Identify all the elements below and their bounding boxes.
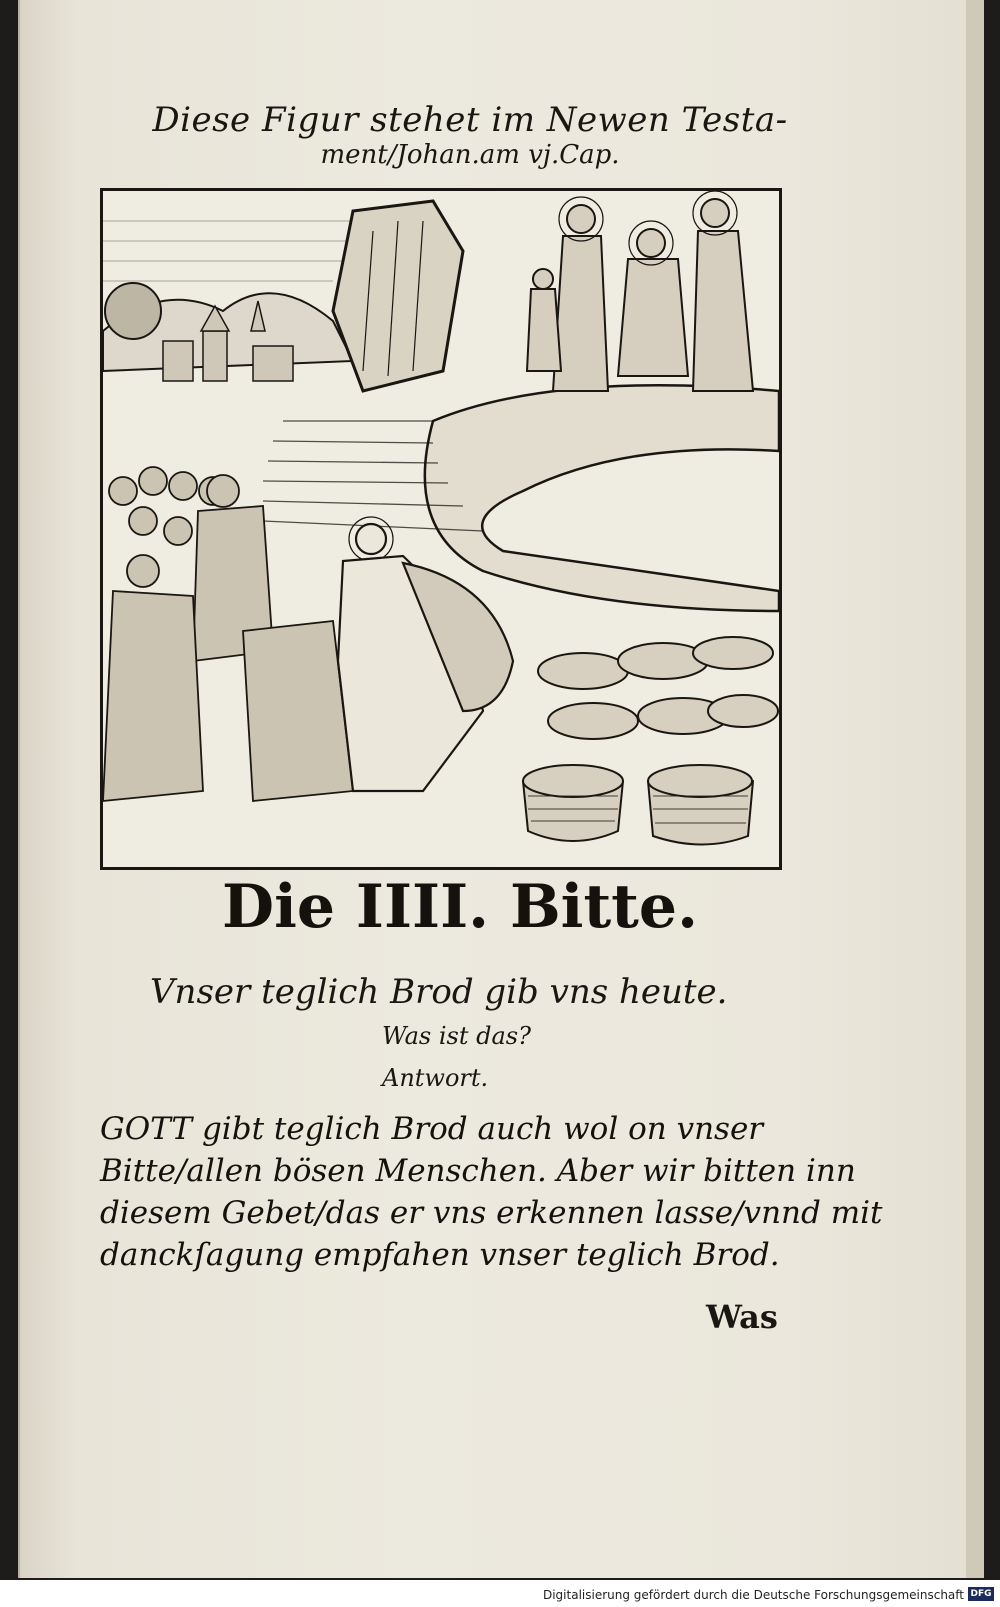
footer-credit: Digitalisierung gefördert durch die Deutsche Forschungsgemeinschaft (542, 1588, 964, 1602)
heading-line-1: Diese Figur stehet im Newen Testa- (152, 100, 788, 140)
body-line: diesem Gebet/das er vns erkennen lasse/vnnd mit (100, 1195, 883, 1231)
question-text: Was ist das? (382, 1022, 531, 1050)
body-line: GOTT gibt teglich Brod auch wol on vnser (100, 1111, 764, 1147)
woodcut-illustration (100, 188, 782, 870)
answer-label: Antwort. (382, 1064, 489, 1092)
page-edge (966, 0, 984, 1578)
woodcut-drawing (103, 191, 779, 867)
body-line: Bitte/allen bösen Menschen. Aber wir bitten inn (100, 1153, 856, 1189)
section-title: Die IIII. Bitte. (222, 872, 698, 942)
heading-line-2: ment/Johan.am vj.Cap. (320, 140, 620, 170)
body-line: danckſagung empfahen vnser teglich Brod. (100, 1237, 780, 1273)
dfg-logo: DFG (968, 1587, 994, 1601)
petition-text: Vnser teglich Brod gib vns heute. (150, 972, 728, 1012)
body-paragraph (100, 1108, 883, 1276)
footer-bar (0, 1580, 1000, 1607)
catchword: Was (706, 1298, 778, 1336)
